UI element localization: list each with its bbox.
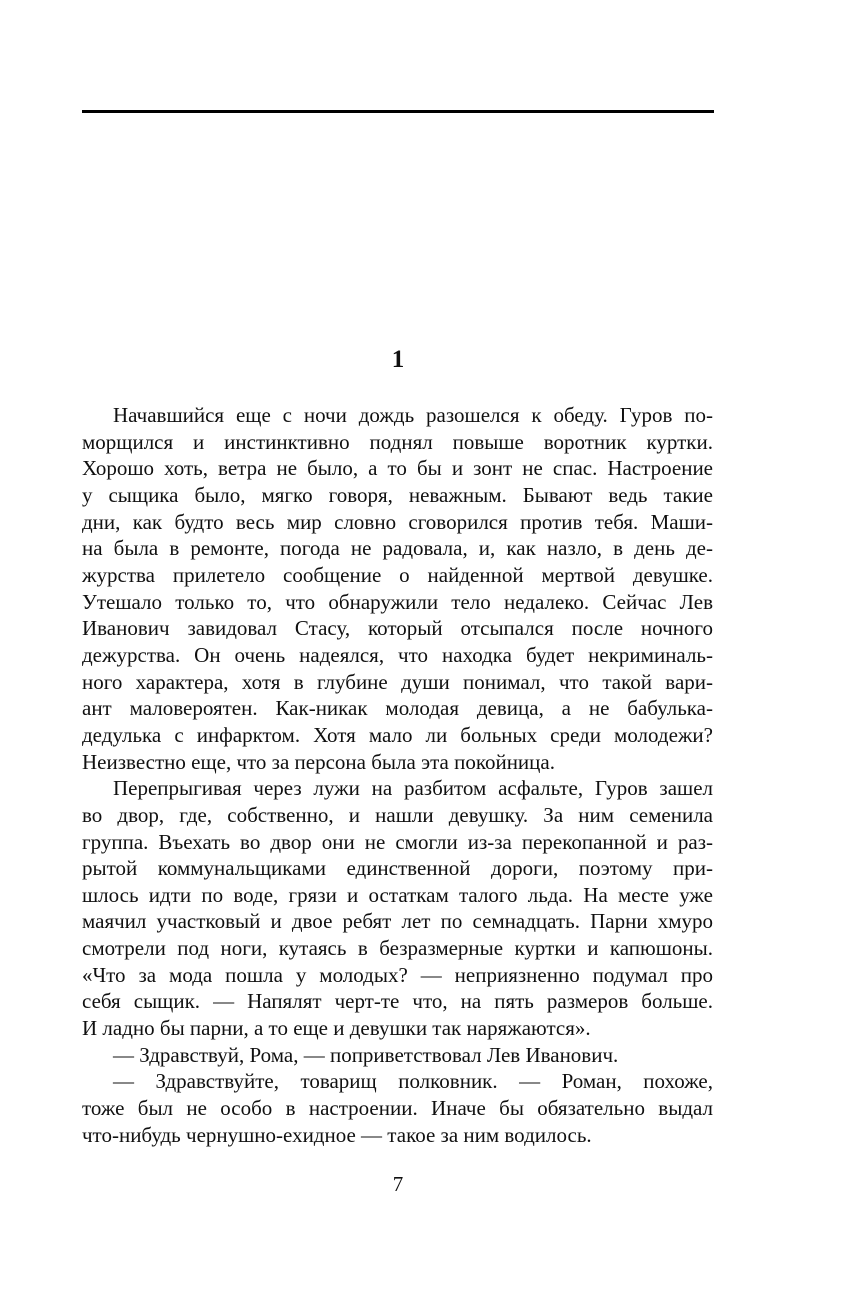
text-line: дежурства. Он очень надеялся, что находка будет некриминаль- bbox=[82, 642, 713, 667]
chapter-divider-rule bbox=[82, 110, 714, 113]
text-line: морщился и инстинктивно поднял повыше воротник куртки. bbox=[82, 429, 713, 454]
text-line: на была в ремонте, погода не радовала, и, как назло, в день де- bbox=[82, 536, 713, 561]
text-line: «Что за мода пошла у молодых? — неприязненно подумал про bbox=[82, 962, 713, 987]
text-line: Утешало только то, что обнаружили тело недалеко. Сейчас Лев bbox=[82, 589, 713, 614]
text-line: Неизвестно еще, что за персона была эта покойница. bbox=[82, 749, 555, 774]
text-line: у сыщика было, мягко говоря, неважным. Бывают ведь такие bbox=[82, 482, 713, 507]
body-text bbox=[82, 402, 713, 1148]
text-line: Начавшийся еще с ночи дождь разошелся к обеду. Гуров по- bbox=[113, 403, 713, 427]
text-line: Перепрыгивая через лужи на разбитом асфальте, Гуров зашел bbox=[113, 776, 713, 801]
text-line: И ладно бы парни, а то еще и девушки так наряжаются». bbox=[82, 1016, 591, 1041]
text-line: шлось идти по воде, грязи и остаткам талого льда. На месте уже bbox=[82, 882, 713, 907]
text-line: — Здравствуйте, товарищ полковник. — Роман, похоже, bbox=[113, 1069, 713, 1094]
text-line: группа. Въехать во двор они не смогли из-за перекопанной и раз- bbox=[82, 829, 713, 854]
paragraph bbox=[82, 1042, 713, 1069]
text-line: маячил участковый и двое ребят лет по семнадцать. Парни хмуро bbox=[82, 909, 713, 934]
text-line: ного характера, хотя в глубине души понимал, что такой вари- bbox=[82, 669, 713, 694]
text-line: журства прилетело сообщение о найденной мертвой девушке. bbox=[82, 562, 713, 587]
text-line: что-нибудь чернушно-ехидное — такое за ним водилось. bbox=[82, 1122, 592, 1147]
chapter-number: 1 bbox=[391, 346, 405, 373]
text-line: смотрели под ноги, кутаясь в безразмерные куртки и капюшоны. bbox=[82, 936, 713, 961]
paragraph bbox=[82, 402, 713, 775]
text-line: дни, как будто весь мир словно сговорился против тебя. Маши- bbox=[82, 509, 713, 534]
text-line: Иванович завидовал Стасу, который отсыпался после ночного bbox=[82, 616, 713, 641]
text-line: во двор, где, собственно, и нашли девушку. За ним семенила bbox=[82, 802, 713, 827]
paragraph bbox=[82, 1068, 713, 1148]
text-line: Хорошо хоть, ветра не было, а то бы и зонт не спас. Настроение bbox=[82, 456, 713, 481]
text-line: ант маловероятен. Как-никак молодая девица, а не бабулька- bbox=[82, 696, 713, 721]
text-line: рытой коммунальщиками единственной дороги, поэтому при- bbox=[82, 856, 713, 881]
page-number: 7 bbox=[392, 1172, 404, 1196]
text-line: тоже был не особо в настроении. Иначе бы обязательно выдал bbox=[82, 1096, 713, 1121]
text-line: себя сыщик. — Напялят черт-те что, на пять размеров больше. bbox=[82, 989, 713, 1014]
paragraph bbox=[82, 775, 713, 1042]
text-line: — Здравствуй, Рома, — поприветствовал Лев Иванович. bbox=[113, 1042, 619, 1067]
text-line: дедулька с инфарктом. Хотя мало ли больных среди молодежи? bbox=[82, 722, 713, 747]
